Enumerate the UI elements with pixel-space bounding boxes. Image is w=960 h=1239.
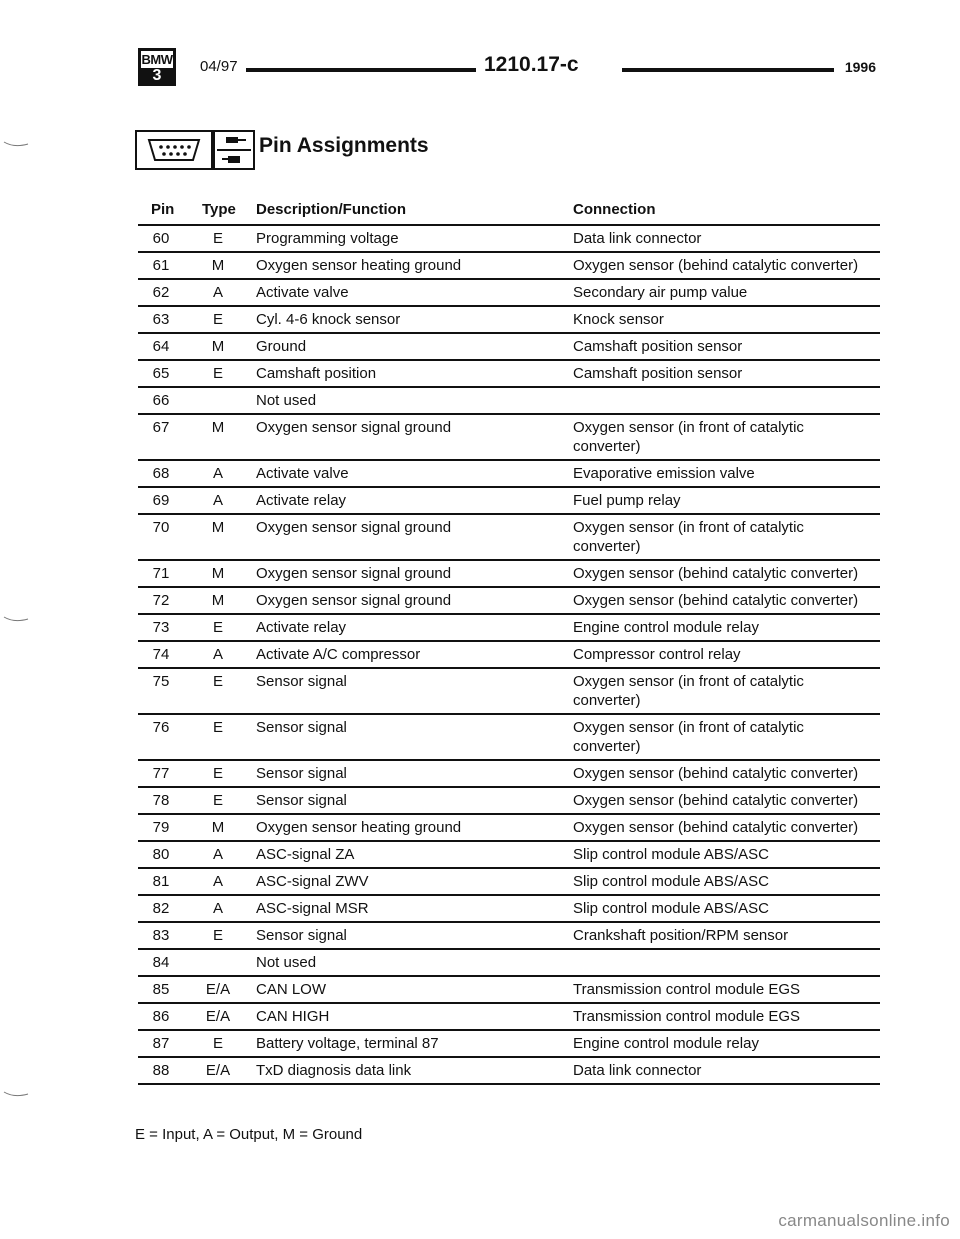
- connection-cell: Transmission control module EGS: [573, 981, 801, 998]
- connection-cell: Oxygen sensor (behind catalytic converter): [573, 792, 859, 809]
- bmw-3-logo: [138, 48, 176, 86]
- table-row: [138, 867, 880, 894]
- pin-cell: 76: [152, 719, 170, 736]
- description-cell: ASC-signal MSR: [256, 900, 369, 917]
- table-row: [138, 759, 880, 786]
- type-cell: A: [212, 846, 223, 863]
- table-row: [138, 251, 880, 278]
- type-cell: A: [212, 465, 223, 482]
- header-rule-left: [246, 68, 476, 72]
- table-row: [138, 975, 880, 1002]
- description-cell: Sensor signal: [256, 719, 347, 736]
- description-cell: ASC-signal ZWV: [256, 873, 369, 890]
- table-row: [138, 559, 880, 586]
- type-cell: M: [211, 519, 225, 536]
- description-cell: Cyl. 4-6 knock sensor: [256, 311, 401, 328]
- connection-line: Oxygen sensor (in front of catalytic: [573, 419, 804, 436]
- description-cell: Oxygen sensor signal ground: [256, 519, 452, 536]
- logo-series-text: 3: [141, 68, 173, 83]
- table-row: [138, 894, 880, 921]
- table-row: [138, 613, 880, 640]
- description-cell: Oxygen sensor signal ground: [256, 419, 452, 436]
- connection-cell: Secondary air pump value: [573, 284, 748, 301]
- connection-line: converter): [573, 738, 641, 755]
- logo-brand-text: BMW: [141, 51, 173, 70]
- connection-cell: Camshaft position sensor: [573, 365, 743, 382]
- pin-cell: 82: [152, 900, 170, 917]
- table-row: [138, 386, 880, 413]
- pin-cell: 62: [152, 284, 170, 301]
- table-row: [138, 459, 880, 486]
- pin-cell: 65: [152, 365, 170, 382]
- table-row: [138, 305, 880, 332]
- table-row: [138, 1056, 880, 1083]
- connection-line: converter): [573, 692, 641, 709]
- type-cell: E/A: [205, 1062, 231, 1079]
- pin-cell: 77: [152, 765, 170, 782]
- table-row: [138, 948, 880, 975]
- margin-tick-mark: [0, 1090, 40, 1098]
- type-cell: M: [211, 819, 225, 836]
- description-cell: Not used: [256, 392, 317, 409]
- description-cell: Activate relay: [256, 492, 347, 509]
- description-cell: Camshaft position: [256, 365, 377, 382]
- connection-line: Oxygen sensor (in front of catalytic: [573, 519, 804, 536]
- description-cell: Oxygen sensor signal ground: [256, 592, 452, 609]
- connection-cell: Data link connector: [573, 1062, 702, 1079]
- header-pin: Pin: [151, 201, 175, 218]
- description-cell: Sensor signal: [256, 765, 347, 782]
- pin-cell: 80: [152, 846, 170, 863]
- type-legend: E = Input, A = Output, M = Ground: [135, 1126, 363, 1143]
- pin-cell: 78: [152, 792, 170, 809]
- model-year: 1996: [844, 59, 876, 75]
- pin-cell: 86: [152, 1008, 170, 1025]
- connection-cell: Oxygen sensor (behind catalytic converter): [573, 257, 859, 274]
- type-cell: M: [211, 257, 225, 274]
- connection-cell: Crankshaft position/RPM sensor: [573, 927, 789, 944]
- pin-assignment-table: [138, 224, 880, 1086]
- description-cell: Oxygen sensor heating ground: [256, 257, 462, 274]
- type-cell: M: [211, 419, 225, 436]
- type-cell: E/A: [205, 981, 231, 998]
- pin-cell: 87: [152, 1035, 170, 1052]
- description-cell: Sensor signal: [256, 927, 347, 944]
- description-cell: Sensor signal: [256, 673, 347, 690]
- watermark: carmanualsonline.info: [778, 1211, 950, 1230]
- description-cell: Not used: [256, 954, 317, 971]
- header-connection: Connection: [573, 201, 656, 218]
- connection-line: Oxygen sensor (in front of catalytic: [573, 719, 804, 736]
- pin-cell: 61: [152, 257, 170, 274]
- table-row: [138, 332, 880, 359]
- table-bottom-rule: [138, 1083, 880, 1086]
- type-cell: E/A: [205, 1008, 231, 1025]
- table-row: [138, 513, 880, 559]
- table-row: [138, 713, 880, 759]
- connection-cell: Camshaft position sensor: [573, 338, 743, 355]
- connection-cell: Oxygen sensor (behind catalytic converter): [573, 819, 859, 836]
- type-cell: E: [212, 311, 223, 328]
- description-cell: TxD diagnosis data link: [256, 1062, 412, 1079]
- pin-cell: 75: [152, 673, 170, 690]
- pin-cell: 67: [152, 419, 170, 436]
- table-row: [138, 667, 880, 713]
- description-cell: Ground: [256, 338, 307, 355]
- pin-cell: 88: [152, 1062, 170, 1079]
- table-row: [138, 586, 880, 613]
- connection-cell: Oxygen sensor (behind catalytic converter): [573, 592, 859, 609]
- type-cell: M: [211, 592, 225, 609]
- connection-cell: Oxygen sensor (behind catalytic converter): [573, 565, 859, 582]
- type-cell: E: [212, 365, 223, 382]
- connection-cell: Knock sensor: [573, 311, 664, 328]
- connection-cell: Evaporative emission valve: [573, 465, 755, 482]
- type-cell: A: [212, 900, 223, 917]
- pin-cell: 66: [152, 392, 170, 409]
- type-cell: E: [212, 230, 223, 247]
- pin-cell: 83: [152, 927, 170, 944]
- connection-line: converter): [573, 538, 641, 555]
- table-row: [138, 813, 880, 840]
- connector-icon: [135, 130, 213, 170]
- description-cell: Activate relay: [256, 619, 347, 636]
- type-cell: M: [211, 338, 225, 355]
- pin-cell: 72: [152, 592, 170, 609]
- connection-cell: [573, 718, 880, 756]
- document-code: 1210.17-c: [484, 53, 579, 76]
- pin-cell: 74: [152, 646, 170, 663]
- pin-plug-icon: [213, 130, 255, 170]
- page-title: Pin Assignments: [259, 134, 429, 157]
- type-cell: A: [212, 492, 223, 509]
- connection-cell: [573, 672, 880, 710]
- connection-cell: [573, 418, 880, 456]
- header-description: Description/Function: [256, 201, 406, 218]
- description-cell: Activate valve: [256, 284, 349, 301]
- table-row: [138, 786, 880, 813]
- description-cell: Activate valve: [256, 465, 349, 482]
- type-cell: E: [212, 792, 223, 809]
- type-cell: E: [212, 719, 223, 736]
- table-row: [138, 413, 880, 459]
- table-header: [138, 199, 880, 221]
- page-header: [138, 44, 880, 86]
- header-type: Type: [202, 201, 236, 218]
- connection-cell: Engine control module relay: [573, 1035, 759, 1052]
- header-date: 04/97: [200, 58, 238, 75]
- pin-cell: 70: [152, 519, 170, 536]
- pin-cell: 71: [152, 565, 170, 582]
- pin-cell: 85: [152, 981, 170, 998]
- pin-cell: 63: [152, 311, 170, 328]
- connection-cell: Fuel pump relay: [573, 492, 681, 509]
- description-cell: CAN LOW: [256, 981, 327, 998]
- table-row: [138, 278, 880, 305]
- connection-line: converter): [573, 438, 641, 455]
- pin-cell: 60: [152, 230, 170, 247]
- table-row: [138, 640, 880, 667]
- connection-cell: Transmission control module EGS: [573, 1008, 801, 1025]
- type-cell: E: [212, 1035, 223, 1052]
- description-cell: Programming voltage: [256, 230, 399, 247]
- connection-cell: Slip control module ABS/ASC: [573, 900, 769, 917]
- type-cell: E: [212, 765, 223, 782]
- margin-tick-mark: [0, 615, 40, 623]
- type-cell: E: [212, 927, 223, 944]
- connection-cell: Compressor control relay: [573, 646, 741, 663]
- header-rule-right: [622, 68, 834, 72]
- pin-cell: 79: [152, 819, 170, 836]
- type-cell: A: [212, 646, 223, 663]
- pin-cell: 84: [152, 954, 170, 971]
- table-row: [138, 840, 880, 867]
- description-cell: Activate A/C compressor: [256, 646, 421, 663]
- connection-cell: Engine control module relay: [573, 619, 759, 636]
- connection-cell: Slip control module ABS/ASC: [573, 873, 769, 890]
- type-cell: A: [212, 284, 223, 301]
- table-row: [138, 1002, 880, 1029]
- type-cell: A: [212, 873, 223, 890]
- table-row: [138, 1029, 880, 1056]
- pin-cell: 73: [152, 619, 170, 636]
- description-cell: Sensor signal: [256, 792, 347, 809]
- pin-cell: 68: [152, 465, 170, 482]
- table-row: [138, 224, 880, 251]
- type-cell: E: [212, 673, 223, 690]
- pin-cell: 69: [152, 492, 170, 509]
- description-cell: Oxygen sensor heating ground: [256, 819, 462, 836]
- description-cell: Oxygen sensor signal ground: [256, 565, 452, 582]
- table-row: [138, 359, 880, 386]
- connection-cell: Oxygen sensor (behind catalytic converter): [573, 765, 859, 782]
- pin-cell: 64: [152, 338, 170, 355]
- description-cell: CAN HIGH: [256, 1008, 330, 1025]
- connection-cell: Data link connector: [573, 230, 702, 247]
- pin-cell: 81: [152, 873, 170, 890]
- type-cell: M: [211, 565, 225, 582]
- description-cell: ASC-signal ZA: [256, 846, 355, 863]
- connection-cell: Slip control module ABS/ASC: [573, 846, 769, 863]
- table-row: [138, 921, 880, 948]
- table-row: [138, 486, 880, 513]
- type-cell: E: [212, 619, 223, 636]
- connection-cell: [573, 518, 880, 556]
- margin-tick-mark: [0, 140, 40, 148]
- connection-line: Oxygen sensor (in front of catalytic: [573, 673, 804, 690]
- description-cell: Battery voltage, terminal 87: [256, 1035, 439, 1052]
